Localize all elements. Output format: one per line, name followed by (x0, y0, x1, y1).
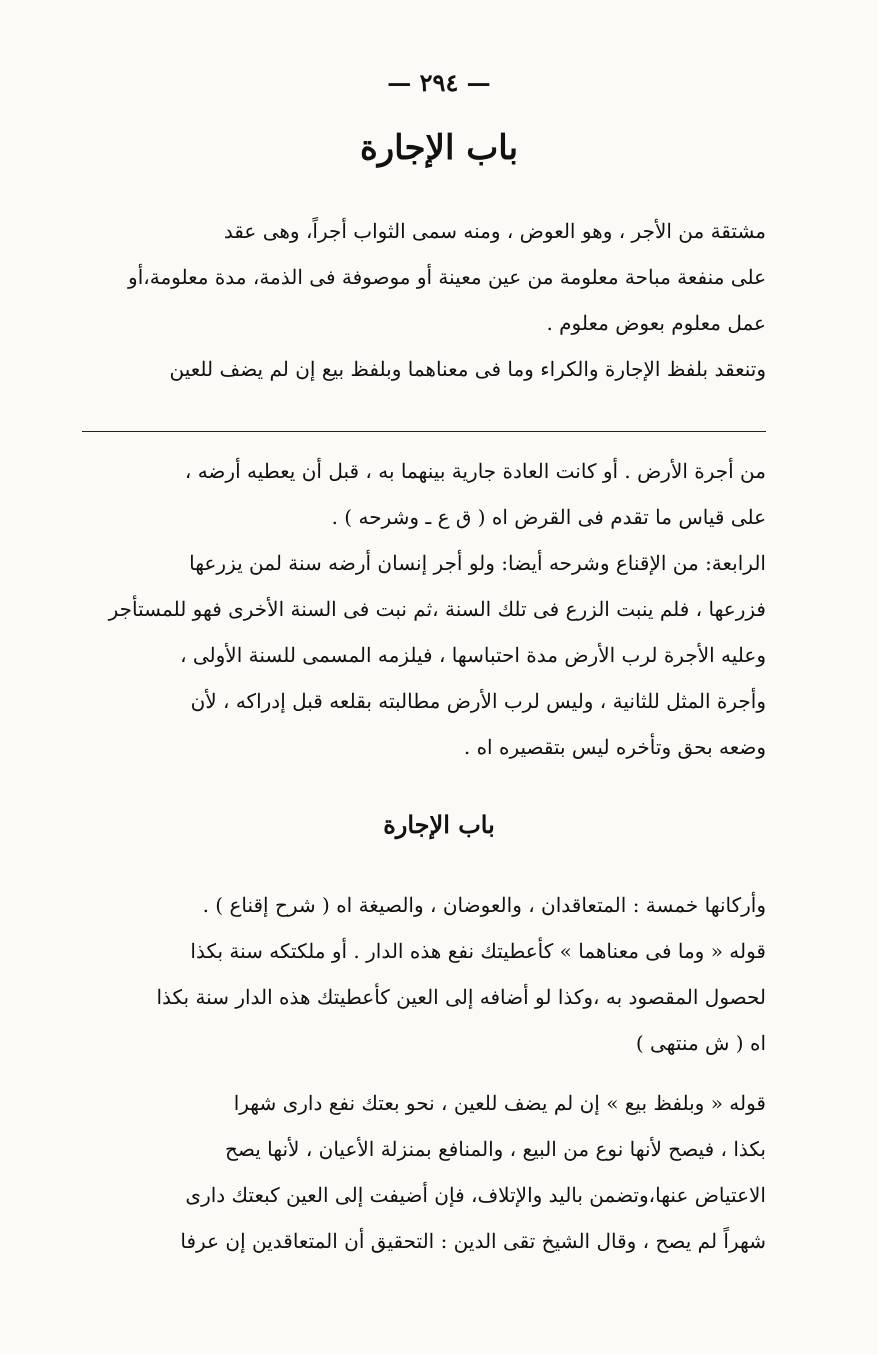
footnote-line: شهراً لم يصح ، وقال الشيخ تقى الدين : التحقيق أن المتعاقدين إن عرفا (180, 1229, 766, 1253)
footnote-line: وعليه الأجرة لرب الأرض مدة احتباسها ، فيلزمه المسمى للسنة الأولى ، (180, 643, 766, 667)
main-paragraph (82, 208, 766, 392)
footnote-line: وضعه بحق وتأخره ليس بتقصيره اه . (463, 735, 766, 759)
footnote-paragraph (82, 448, 766, 770)
footnote-line: على قياس ما تقدم فى القرض اه ( ق ع ـ وشرحه ) . (331, 505, 766, 529)
footnote-line: بكذا ، فيصح لأنها نوع من البيع ، والمنافع بمنزلة الأعيان ، لأنها يصح (225, 1137, 766, 1161)
main-line: مشتقة من الأجر ، وهو العوض ، ومنه سمى الثواب أجراً، وهى عقد (223, 219, 766, 243)
footnote-line: فزرعها ، فلم ينبت الزرع فى تلك السنة ،ثم نبت فى السنة الأخرى فهو للمستأجر (108, 597, 766, 621)
page-title: باب الإجارة (359, 128, 519, 168)
footnote-line: الرابعة: من الإقناع وشرحه أيضا: ولو أجر إنسان أرضه سنة لمن يزرعها (189, 551, 766, 575)
main-line: وتنعقد بلفظ الإجارة والكراء وما فى معناهما وبلفظ بيع إن لم يضف للعين (169, 357, 766, 381)
footnote-line: الاعتياض عنها،وتضمن باليد والإتلاف، فإن أضيفت إلى العين كبعتك دارى (185, 1183, 766, 1207)
footnote-divider (82, 431, 766, 432)
footnote-line: قوله « وما فى معناهما » كأعطيتك نفع هذه الدار . أو ملكتكه سنة بكذا (190, 939, 766, 963)
footnote-line: قوله « وبلفظ بيع » إن لم يضف للعين ، نحو بعتك نفع دارى شهرا (233, 1091, 766, 1115)
main-line: عمل معلوم بعوض معلوم . (546, 311, 766, 335)
page-number: — ٢٩٤ — (387, 68, 491, 97)
footnote-line: اه ( ش منتهى ) (635, 1031, 766, 1055)
footnote-line: لحصول المقصود به ،وكذا لو أضافه إلى العين كأعطيتك هذه الدار سنة بكذا (156, 985, 766, 1009)
footnote-paragraph (82, 882, 766, 1066)
footnote-line: وأجرة المثل للثانية ، وليس لرب الأرض مطالبته بقلعه قبل إدراكه ، لأن (190, 689, 766, 713)
footnote-paragraph (82, 1080, 766, 1264)
footnote-block-1 (82, 448, 766, 770)
footnote-block-3 (82, 1080, 766, 1264)
footnote-line: وأركانها خمسة : المتعاقدان ، والعوضان ، والصيغة اه ( شرح إقناع ) . (202, 893, 766, 917)
footnote-block-2 (82, 882, 766, 1066)
footnote-line: من أجرة الأرض . أو كانت العادة جارية بينهما به ، قبل أن يعطيه أرضه ، (184, 459, 766, 483)
main-line: على منفعة مباحة معلومة من عين معينة أو موصوفة فى الذمة، مدة معلومة،أو (128, 265, 766, 289)
section-heading: باب الإجارة (383, 810, 495, 839)
main-text-block (82, 208, 766, 392)
